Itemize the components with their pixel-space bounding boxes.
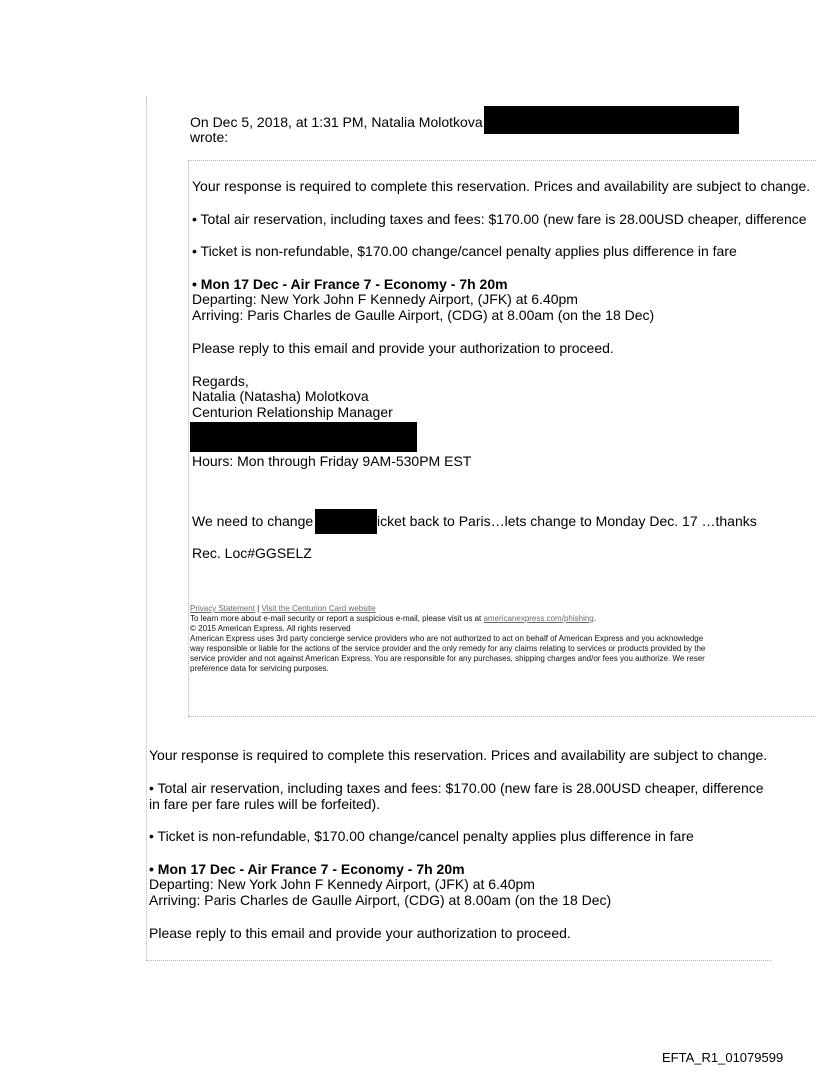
document-id: EFTA_R1_01079599: [662, 1050, 784, 1065]
outer-bullet-ticket: • Ticket is non-refundable, $170.00 change/cancel penalty applies plus difference in fare: [149, 828, 694, 844]
redacted-email-address: [484, 106, 739, 134]
quoted-bullet-total: • Total air reservation, including taxes and fees: $170.00 (new fare is 28.00USD cheaper, difference: [192, 211, 807, 227]
signature-title: Centurion Relationship Manager: [192, 404, 393, 420]
change-request-end: icket back to Paris…lets change to Monday Dec. 17 …thanks: [377, 513, 757, 529]
footer-legal-line-1: American Express uses 3rd party concierge service providers who are not authorized to act on behalf of American Express and you acknowledge: [190, 634, 704, 643]
record-locator: Rec. Loc#GGSELZ: [192, 545, 312, 561]
outer-reply: Please reply to this email and provide your authorization to proceed.: [149, 925, 571, 941]
redacted-name: [315, 509, 377, 534]
footer-links: [190, 604, 376, 614]
redacted-signature-contact: [190, 422, 417, 452]
quoted-regards: Regards,: [192, 373, 249, 389]
inner-quote-top-border: [188, 160, 816, 161]
quoted-intro: Your response is required to complete this reservation. Prices and availability are subject to change.: [192, 178, 811, 194]
privacy-statement-link[interactable]: Privacy Statement: [190, 604, 255, 613]
outer-flight-title: • Mon 17 Dec - Air France 7 - Economy - 7h 20m: [149, 861, 465, 877]
change-request-start: We need to change: [192, 513, 314, 529]
phishing-link[interactable]: americanexpress.com/phishing: [483, 614, 594, 623]
outer-quote-bottom-border: [146, 960, 772, 961]
inner-quote-bottom-border: [188, 716, 816, 717]
footer-legal-line-3: service provider and not against American Express. You are responsible for any purchases, shipping charges and/or fees you authorize. We reser: [190, 654, 705, 663]
quoted-flight-title: • Mon 17 Dec - Air France 7 - Economy - 7h 20m: [192, 276, 508, 292]
outer-bullet-total-continued: in fare per fare rules will be forfeited).: [149, 796, 381, 812]
quoted-bullet-ticket: • Ticket is non-refundable, $170.00 change/cancel penalty applies plus difference in fare: [192, 243, 737, 259]
quoted-departing: Departing: New York John F Kennedy Airport, (JFK) at 6.40pm: [192, 291, 578, 307]
footer-separator: |: [254, 604, 262, 613]
signature-name: Natalia (Natasha) Molotkova: [192, 388, 369, 404]
outer-arriving: Arriving: Paris Charles de Gaulle Airport, (CDG) at 8.00am (on the 18 Dec): [149, 892, 612, 908]
security-period: .: [593, 614, 596, 623]
outer-intro: Your response is required to complete this reservation. Prices and availability are subject to change.: [149, 747, 768, 763]
inner-quote-left-border: [188, 160, 189, 716]
footer-legal-line-2: way responsible or liable for the actions of the service provider and the only remedy for any claims relating to services or products provided by the: [190, 644, 706, 653]
security-text: To learn more about e-mail security or report a suspicious e-mail, please visit us at: [190, 614, 484, 623]
footer-security-line: [190, 614, 596, 624]
quote-header-line: On Dec 5, 2018, at 1:31 PM, Natalia Molotkova: [190, 114, 483, 130]
outer-quote-border: [146, 96, 147, 960]
quoted-arriving: Arriving: Paris Charles de Gaulle Airport, (CDG) at 8.00am (on the 18 Dec): [192, 307, 655, 323]
footer-copyright: © 2015 American Express. All rights reserved: [190, 624, 351, 633]
footer-legal-line-4: preference data for servicing purposes.: [190, 664, 329, 673]
outer-departing: Departing: New York John F Kennedy Airport, (JFK) at 6.40pm: [149, 876, 535, 892]
quoted-reply: Please reply to this email and provide your authorization to proceed.: [192, 340, 614, 356]
quote-header-wrote: wrote:: [190, 129, 229, 145]
outer-bullet-total: • Total air reservation, including taxes and fees: $170.00 (new fare is 28.00USD cheaper, difference: [149, 780, 764, 796]
signature-hours: Hours: Mon through Friday 9AM-530PM EST: [192, 453, 472, 469]
centurion-website-link[interactable]: Visit the Centurion Card website: [261, 604, 376, 613]
